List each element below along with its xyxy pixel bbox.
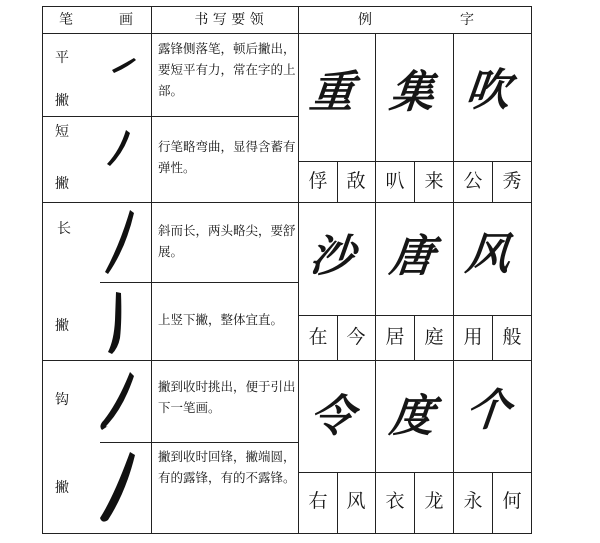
example-character-small: 敌	[346, 170, 366, 192]
hook-pie-stroke-icon	[94, 366, 146, 440]
cell-divider	[492, 161, 493, 202]
header-stroke-label-b: 画	[119, 12, 133, 28]
example-character-large: 重	[307, 67, 357, 118]
example-character-small: 叭	[385, 170, 405, 192]
example-character-large: 沙	[307, 231, 357, 282]
technique-description: 上竖下撇，整体宜直。	[158, 312, 284, 327]
example-character-large: 唐	[387, 231, 437, 282]
stroke-table	[42, 6, 532, 534]
header-divider	[42, 33, 532, 34]
row-label: 钩	[55, 392, 69, 408]
example-character-small: 衣	[385, 490, 405, 512]
example-character-large: 个	[463, 385, 513, 436]
example-character-large: 令	[307, 391, 357, 442]
row-label: 短	[55, 124, 69, 140]
example-character-large: 度	[387, 391, 437, 442]
example-character-small: 用	[463, 326, 483, 348]
column-divider	[298, 6, 299, 534]
example-character-small: 俘	[308, 170, 328, 192]
table-border-left	[42, 6, 43, 534]
row-label: 撇	[55, 318, 69, 334]
technique-description: 撇到收时挑出，便于引出下一笔画。	[158, 379, 296, 415]
cell-divider	[414, 472, 415, 534]
example-character-small: 风	[346, 490, 366, 512]
vertical-pie-stroke-icon	[100, 286, 140, 360]
cell-divider	[453, 161, 454, 202]
example-character-small: 何	[502, 490, 522, 512]
example-character-large: 吹	[463, 65, 513, 116]
table-border-bottom	[42, 533, 532, 534]
column-divider	[151, 6, 152, 534]
example-character-small: 般	[502, 326, 522, 348]
row-label: 撇	[55, 93, 69, 109]
row-divider	[42, 360, 532, 361]
example-character-small: 庭	[424, 326, 444, 348]
technique-description: 撇到收时回锋，撇端圆，有的露锋，有的不露锋。	[158, 449, 296, 485]
row-divider	[100, 442, 298, 443]
table-border-top	[42, 6, 532, 7]
technique-description: 斜而长，两头略尖，要舒展。	[158, 223, 296, 259]
example-character-small: 来	[424, 170, 444, 192]
example-character-small: 今	[346, 326, 366, 348]
example-character-small: 右	[308, 490, 328, 512]
long-pie-stroke-icon	[96, 204, 146, 280]
column-divider	[453, 360, 454, 472]
header-examples-b: 字	[460, 12, 474, 28]
cell-divider	[492, 472, 493, 534]
header-examples-a: 例	[358, 12, 372, 28]
example-character-large: 集	[387, 67, 437, 118]
cell-divider	[375, 315, 376, 360]
cell-divider	[492, 315, 493, 360]
column-divider	[453, 33, 454, 161]
cell-divider	[337, 472, 338, 534]
cell-divider	[375, 472, 376, 534]
example-character-small: 居	[385, 326, 405, 348]
cell-divider	[337, 315, 338, 360]
column-divider	[375, 33, 376, 161]
technique-description: 行笔略弯曲，显得含蓄有弹性。	[158, 139, 296, 175]
cell-divider	[453, 315, 454, 360]
flat-pie-stroke-icon	[104, 50, 144, 90]
cell-divider	[453, 472, 454, 534]
example-character-small: 秀	[502, 170, 522, 192]
row-label: 撇	[55, 176, 69, 192]
short-pie-stroke-icon	[100, 124, 140, 174]
column-divider	[375, 360, 376, 472]
header-technique: 书 写 要 领	[194, 12, 264, 28]
round-pie-stroke-icon	[94, 446, 146, 530]
cell-divider	[337, 161, 338, 202]
row-label: 撇	[55, 480, 69, 496]
technique-description: 露锋侧落笔，顿后撇出，要短平有力，常在字的上部。	[158, 41, 296, 98]
example-character-small: 永	[463, 490, 483, 512]
column-divider	[453, 202, 454, 315]
table-border-right	[531, 6, 532, 534]
row-label: 长	[57, 221, 71, 237]
cell-divider	[375, 161, 376, 202]
row-label: 平	[55, 50, 69, 66]
example-character-large: 风	[463, 229, 513, 280]
column-divider	[375, 202, 376, 315]
example-character-small: 公	[463, 170, 483, 192]
cell-divider	[414, 161, 415, 202]
example-character-small: 在	[308, 326, 328, 348]
row-divider	[42, 116, 298, 117]
example-character-small: 龙	[424, 490, 444, 512]
cell-divider	[414, 315, 415, 360]
row-divider	[100, 282, 298, 283]
header-stroke-label-a: 笔	[59, 12, 73, 28]
